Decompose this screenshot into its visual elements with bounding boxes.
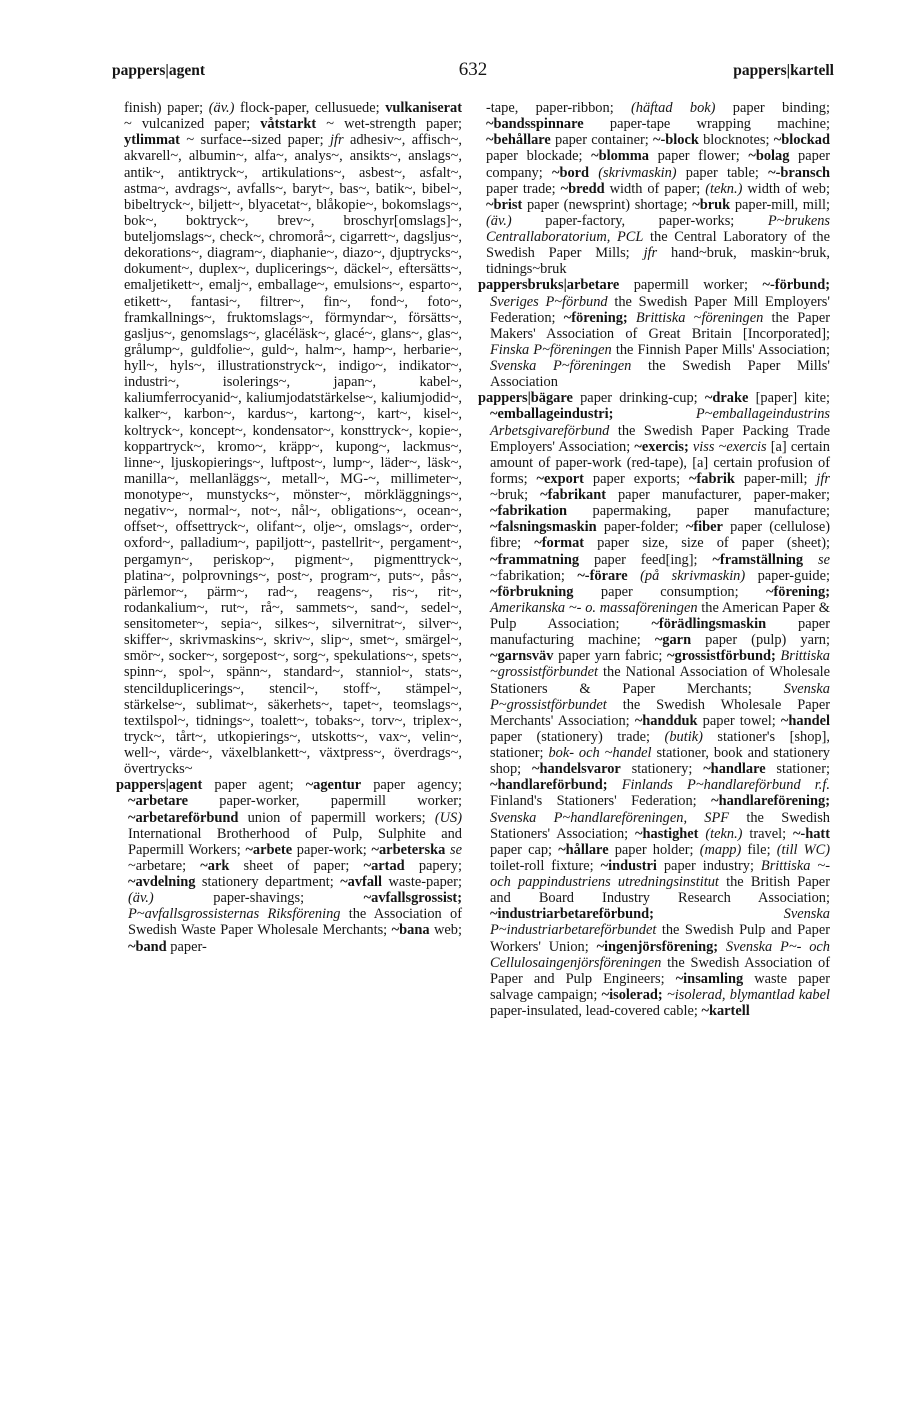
dictionary-entry: pappers|agent paper agent; ~agentur paper agency; ~arbetare paper-worker, papermill worker; ~arbetareförbund union of papermill workers; (US) International Brotherhood of Pulp, Sulphite and Papermill Workers; ~arbete paper-work; ~arbeterska se ~arbetare; ~ark sheet of paper; ~artad papery; ~avdelning stationery department; ~avfall waste-paper; (äv.) paper-shavings; ~avfallsgrossist; P~avfallsgrossisternas Riksförening the Association of Swedish Waste Paper Wholesale Merchants; ~bana web; ~band paper-: [116, 777, 463, 955]
left-column: [116, 100, 462, 955]
page-number: 632: [458, 59, 488, 80]
left-running-headword: pappers|agent: [112, 62, 205, 79]
dictionary-entry: finish) paper; (äv.) flock-paper, cellusuede; vulkaniserat ~ vulcanized paper; våtstarkt ~ wet-strength paper; ytlimmat ~ surface--sized paper; jfr adhesiv~, affisch~, akvarell~, albumin~, alfa~, analys~, ansikts~, anslags~, antik~, antiktryck~, artikulations~, asbest~, asfalt~, astma~, avdrags~, avfalls~, baryt~, bas~, batik~, bibel~, bibeltryck~, biljett~, blyacetat~, blåkopie~, bokomslags~, bok~, boktryck~, brev~, broschyr[omslags]~, buteljomslags~, check~, chromorå~, cigarrett~, dagsljus~, dekorations~, diagram~, diaphanie~, diazo~, djuptrycks~, dokument~, duplex~, duplicerings~, däckel~, eftersätts~, emaljetikett~, emalj~, emballage~, emulsions~, esparto~, etikett~, fantasi~, filtrer~, fin~, fond~, foto~, framkallnings~, fruktomslags~, förmyndar~, försätts~, gasljus~, genomslags~, glacéläsk~, glacé~, glans~, glas~, grålump~, guldfolie~, guld~, halm~, hamp~, herbarie~, hyll~, hyls~, illustrationstryck~, indigo~, indikator~, industri~, isolerings~, japan~, kabel~, kaliumferrocyanid~, kaliumjodatstärkelse~, kaliumjodid~, kalker~, karbon~, kardus~, kartong~, kart~, kisel~, koltryck~, koncept~, kondensator~, konsttryck~, kopie~, koppartryck~, kromo~, kräpp~, kupong~, lackmus~, linne~, ljuskopierings~, luftpost~, lump~, läder~, läsk~, manilla~, mellanläggs~, metall~, MG-~, millimeter~, monotype~, munstycks~, mönster~, mörkläggnings~, negativ~, normal~, not~, nål~, obligations~, ocean~, offset~, offsettryck~, olifant~, olje~, omslags~, order~, oxford~, palladium~, papiljott~, pastellrit~, pergament~, pergamyn~, periskop~, pigment~, pigmenttryck~, platina~, polprovnings~, post~, program~, puts~, pås~, pärlemor~, pärm~, rad~, reagens~, ris~, rit~, rodankalium~, rut~, rå~, sammets~, sand~, sedel~, sensitometer~, sepia~, silkes~, silvernitrat~, silver~, skiffer~, skrivmaskins~, skriv~, slip~, smet~, smärgel~, smör~, socker~, sorgepost~, sorg~, spekulations~, spets~, spinn~, spol~, spänn~, standard~, stanniol~, stats~, stencilduplicerings~, stencil~, stoff~, stämpel~, stärkelse~, sublimat~, säkerhets~, tapet~, teomslags~, textilspol~, tidnings~, toalett~, tobaks~, torv~, triplex~, tryck~, tårt~, utkopierings~, utskotts~, vax~, velin~, well~, värde~, växelblankett~, växtpress~, överdrags~, övertrycks~: [124, 100, 462, 778]
right-column: [478, 100, 830, 1019]
dictionary-entry: pappers|bägare paper drinking-cup; ~drake [paper] kite; ~emballageindustri; P~emballageindustrins Arbetsgivareförbund the Swedish Paper Packing Trade Employers' Association; ~exercis; viss ~exercis [a] certain amount of paper-work (red-tape), [a] certain profusion of forms; ~export paper exports; ~fabrik paper-mill; jfr ~bruk; ~fabrikant paper manufacturer, paper-maker; ~fabrikation papermaking, paper manufacture; ~falsningsmaskin paper-folder; ~fiber paper (cellulose) fibre; ~format paper size, size of paper (sheet); ~frammatning paper feed[ing]; ~framställning se ~fabrikation; ~-förare (på skrivmaskin) paper-guide; ~förbrukning paper consumption; ~förening; Amerikanska ~- o. massaföreningen the American Paper & Pulp Association; ~förädlingsmaskin paper manufacturing machine; ~garn paper (pulp) yarn; ~garnsväv paper yarn fabric; ~grossistförbund; Brittiska ~grossistförbundet the National Association of Wholesale Stationers & Paper Merchants; Svenska P~grossistförbundet the Swedish Wholesale Paper Merchants' Association; ~handduk paper towel; ~handel paper (stationery) trade; (butik) stationer's [shop], stationer; bok- och ~handel stationer, book and stationery shop; ~handelsvaror stationery; ~handlare stationer; ~handlareförbund; Finlands P~handlareförbund r.f. Finland's Stationers' Federation; ~handlareförening; Svenska P~handlareföreningen, SPF the Swedish Stationers' Association; ~hastighet (tekn.) travel; ~-hatt paper cap; ~hållare paper holder; (mapp) file; (till WC) toilet-roll fixture; ~industri paper industry; Brittiska ~- och pappindustriens utredningsinstitut the British Paper and Board Industry Research Association; ~industriarbetareförbund; Svenska P~industriarbetareförbundet the Swedish Pulp and Paper Workers' Union; ~ingenjörsförening; Svenska P~- och Cellulosaingenjörsföreningen the Swedish Association of Paper and Pulp Engineers; ~insamling waste paper salvage campaign; ~isolerad; ~isolerad, blymantlad kabel paper-insulated, lead-covered cable; ~kartell: [478, 390, 831, 1019]
dictionary-entry: pappersbruks|arbetare papermill worker; ~-förbund; Sveriges P~förbund the Swedish Paper Mill Employers' Federation; ~förening; Brittiska ~föreningen the Paper Makers' Association of Great Britain [Incorporated]; Finska P~föreningen the Finnish Paper Mills' Association; Svenska P~föreningen the Swedish Paper Mills' Association: [478, 277, 831, 391]
right-running-headword: pappers|kartell: [733, 62, 834, 79]
page-header: [112, 59, 834, 86]
dictionary-entry: -tape, paper-ribbon; (häftad bok) paper binding; ~bandsspinnare paper-tape wrapping machine; ~behållare paper container; ~-block blocknotes; ~blockad paper blockade; ~blomma paper flower; ~bolag paper company; ~bord (skrivmaskin) paper table; ~-bransch paper trade; ~bredd width of paper; (tekn.) width of web; ~brist paper (newsprint) shortage; ~bruk paper-mill, mill; (äv.) paper-factory, paper-works; P~brukens Centrallaboratorium, PCL the Central Laboratory of the Swedish Paper Mills; jfr hand~bruk, maskin~bruk, tidnings~bruk: [486, 100, 830, 278]
